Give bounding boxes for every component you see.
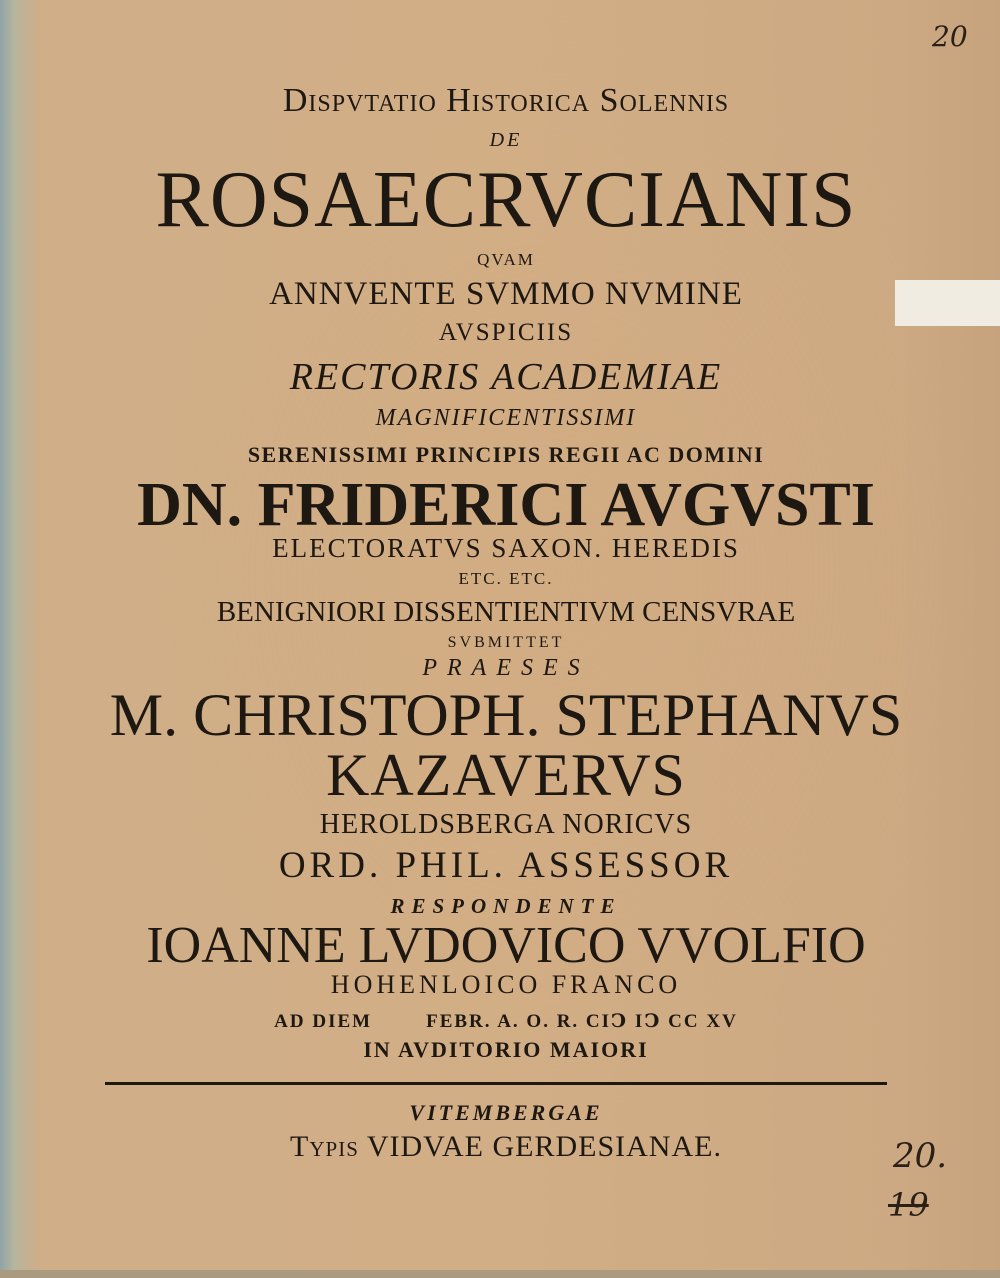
imprint-printer: Typis VIDVAE GERDESIANAE. xyxy=(290,1130,722,1163)
title-line-submittet: SVBMITTET xyxy=(447,634,565,651)
title-line-annuente: ANNVENTE SVMMO NVMINE xyxy=(269,276,743,312)
praeses-name: M. CHRISTOPH. STEPHANVS xyxy=(109,682,903,748)
title-line-etc: ETC. ETC. xyxy=(458,569,554,588)
title-line-de: DE xyxy=(489,129,523,151)
title-line-assessor: ORD. PHIL. ASSESSOR xyxy=(278,845,734,886)
title-line-quam: QVAM xyxy=(477,250,535,269)
title-line-fridericus: DN. FRIDERICI AVGVSTI xyxy=(137,471,875,539)
main-title: ROSAECRVCIANIS xyxy=(155,156,857,244)
page-edge xyxy=(0,1270,1000,1278)
page-number: 20 xyxy=(932,20,968,53)
date-line: AD DIEM FEBR. A. O. R. CIↃ IↃ CC XV xyxy=(274,1011,738,1032)
title-line-heroldsberga: HEROLDSBERGA NORICVS xyxy=(319,809,693,840)
praeses-surname: KAZAVERVS xyxy=(326,742,686,808)
title-line-magnificentissimi: MAGNIFICENTISSIMI xyxy=(375,405,637,431)
title-line-disputatio: Dispvtatio Historica Solennis xyxy=(282,82,730,119)
title-line-respondente: RESPONDENTE xyxy=(390,894,622,918)
title-line-praeses: PRAESES xyxy=(422,655,590,681)
handwritten-note: 20. xyxy=(893,1136,948,1176)
title-line-electoratus: ELECTORATVS SAXON. HEREDIS xyxy=(272,533,740,563)
respondent-name: IOANNE LVDOVICO VVOLFIO xyxy=(146,917,866,974)
title-line-auspiciis: AVSPICIIS xyxy=(438,319,574,346)
divider-rule xyxy=(105,1082,887,1085)
title-line-hohenloico: HOHENLOICO FRANCO xyxy=(330,970,682,999)
imprint-place: VITEMBERGAE xyxy=(409,1100,603,1125)
location-line: IN AVDITORIO MAIORI xyxy=(363,1037,649,1062)
title-line-rectoris: RECTORIS ACADEMIAE xyxy=(289,356,723,398)
title-line-benigniori: BENIGNIORI DISSENTIENTIVM CENSVRAE xyxy=(216,596,796,628)
title-line-serenissimi: SERENISSIMI PRINCIPIS REGII AC DOMINI xyxy=(247,442,765,467)
handwritten-struck-note: 19 xyxy=(888,1186,929,1224)
